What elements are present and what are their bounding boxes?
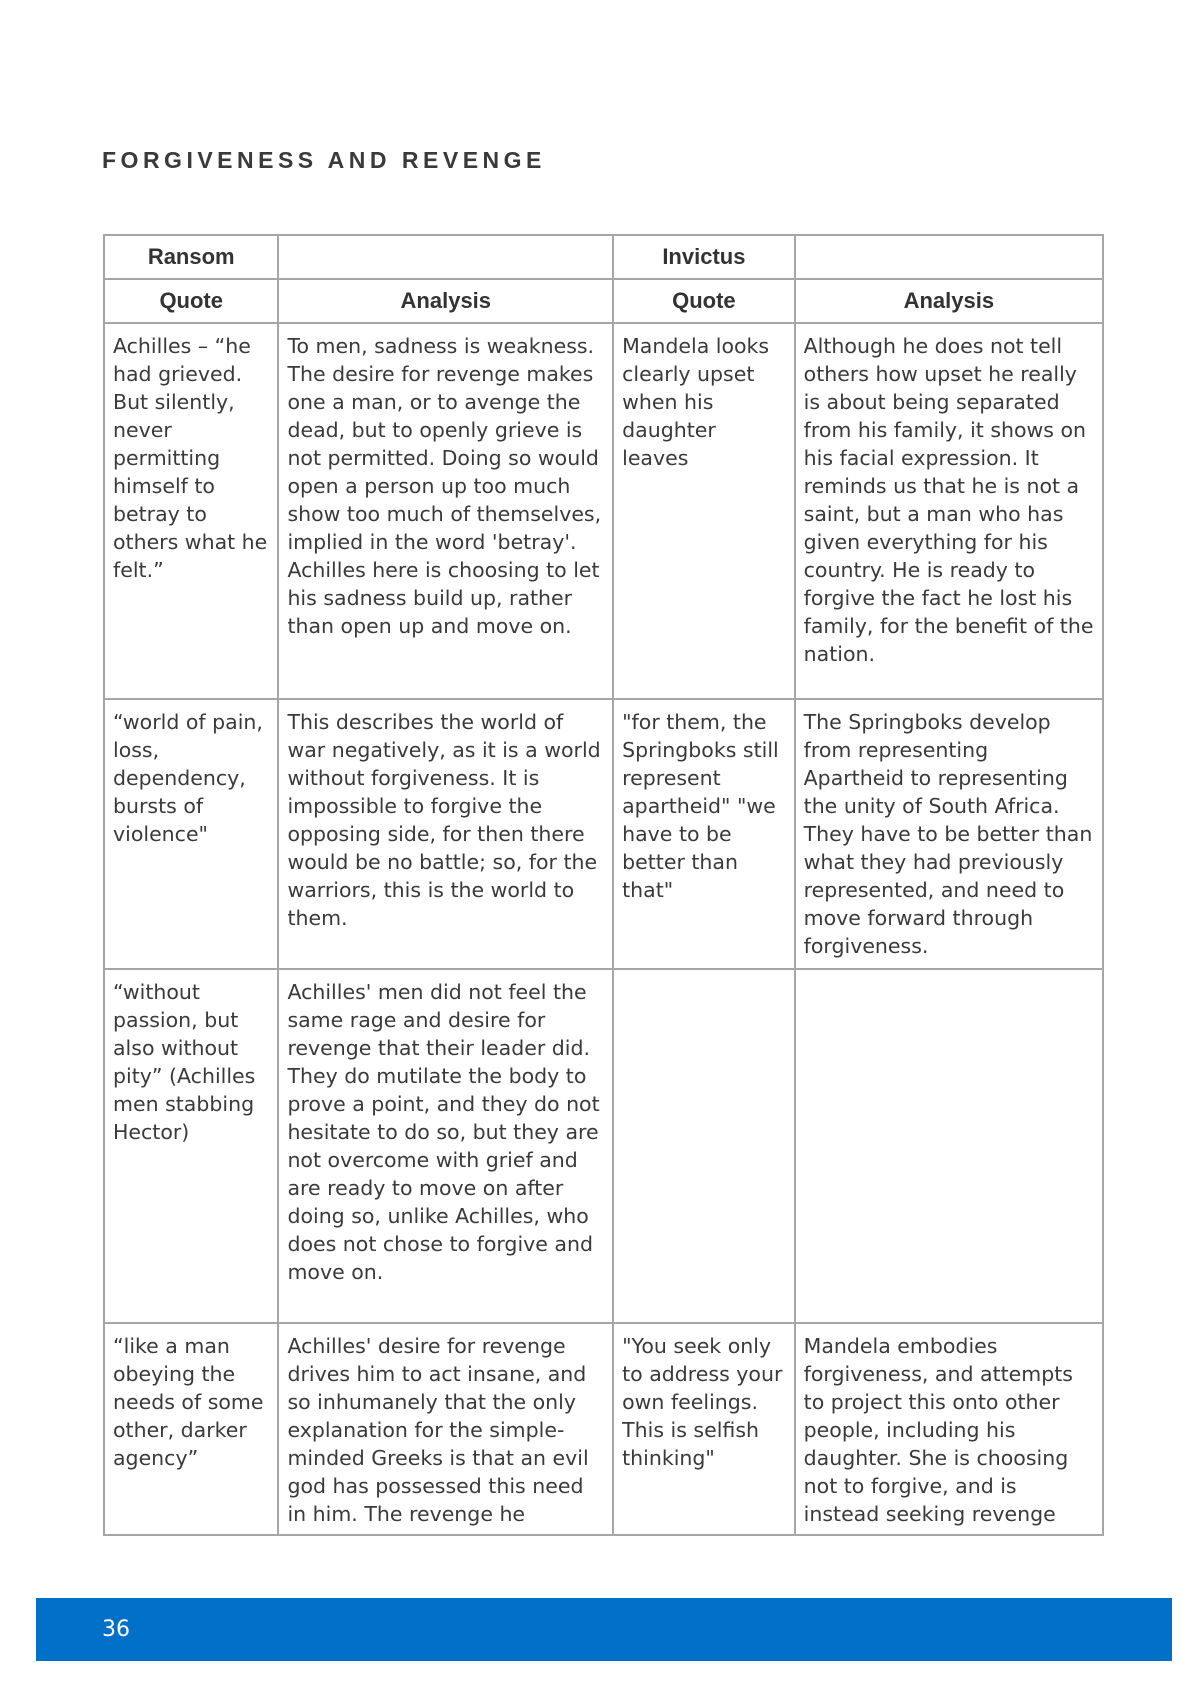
footer-bar bbox=[36, 1598, 1172, 1661]
invictus-quote-cell bbox=[613, 969, 795, 1323]
invictus-analysis-cell: Although he does not tell others how upset he really is about being separated from his family, it shows on his facial expression. It reminds us that he is not a saint, but a man who has given everything for his country. He is ready to forgive the fact he lost his family, for the benefit of the nation. bbox=[795, 323, 1103, 699]
group-header-invictus: Invictus bbox=[613, 235, 795, 279]
ransom-analysis-cell: This describes the world of war negatively, as it is a world without forgiveness. It is impossible to forgive the opposing side, for then there would be no battle; so, for the warriors, this is the world to them. bbox=[278, 699, 613, 969]
group-header-ransom: Ransom bbox=[104, 235, 278, 279]
invictus-quote-cell: "for them, the Springboks still represent apartheid" "we have to be better than that" bbox=[613, 699, 795, 969]
column-header-quote: Quote bbox=[104, 279, 278, 323]
invictus-analysis-cell: Mandela embodies forgiveness, and attempts to project this onto other people, including his daughter. She is choosing not to forgive, and is instead seeking revenge bbox=[795, 1323, 1103, 1535]
column-header-analysis: Analysis bbox=[795, 279, 1103, 323]
group-header-empty bbox=[795, 235, 1103, 279]
column-header-row bbox=[104, 279, 1103, 323]
ransom-quote-cell: “like a man obeying the needs of some other, darker agency” bbox=[104, 1323, 278, 1535]
ransom-quote-cell: “world of pain, loss, dependency, bursts of violence" bbox=[104, 699, 278, 969]
invictus-quote-cell: Mandela looks clearly upset when his daughter leaves bbox=[613, 323, 795, 699]
comparison-table bbox=[103, 234, 1104, 1536]
invictus-analysis-cell bbox=[795, 969, 1103, 1323]
page-heading: FORGIVENESS AND REVENGE bbox=[102, 147, 546, 173]
table-row bbox=[104, 699, 1103, 969]
ransom-analysis-cell: To men, sadness is weakness. The desire for revenge makes one a man, or to avenge the dead, but to openly grieve is not permitted. Doing so would open a person up too much show too much of themselves, implied in the word 'betray'. Achilles here is choosing to let his sadness build up, rather than open up and move on. bbox=[278, 323, 613, 699]
ransom-quote-cell: Achilles – “he had grieved. But silently, never permitting himself to betray to others what he felt.” bbox=[104, 323, 278, 699]
table-row bbox=[104, 323, 1103, 699]
invictus-analysis-cell: The Springboks develop from representing Apartheid to representing the unity of South Africa. They have to be better than what they had previously represented, and need to move forward through forgiveness. bbox=[795, 699, 1103, 969]
column-header-quote: Quote bbox=[613, 279, 795, 323]
table-row bbox=[104, 969, 1103, 1323]
column-header-analysis: Analysis bbox=[278, 279, 613, 323]
page-number: 36 bbox=[102, 1617, 130, 1642]
group-header-empty bbox=[278, 235, 613, 279]
table-row bbox=[104, 1323, 1103, 1535]
ransom-analysis-cell: Achilles' desire for revenge drives him to act insane, and so inhumanely that the only explanation for the simple-minded Greeks is that an evil god has possessed this need in him. The revenge he bbox=[278, 1323, 613, 1535]
ransom-quote-cell: “without passion, but also without pity” (Achilles men stabbing Hector) bbox=[104, 969, 278, 1323]
ransom-analysis-cell: Achilles' men did not feel the same rage and desire for revenge that their leader did. They do mutilate the body to prove a point, and they do not hesitate to do so, but they are not overcome with grief and are ready to move on after doing so, unlike Achilles, who does not chose to forgive and move on. bbox=[278, 969, 613, 1323]
invictus-quote-cell: "You seek only to address your own feelings. This is selfish thinking" bbox=[613, 1323, 795, 1535]
group-header-row bbox=[104, 235, 1103, 279]
